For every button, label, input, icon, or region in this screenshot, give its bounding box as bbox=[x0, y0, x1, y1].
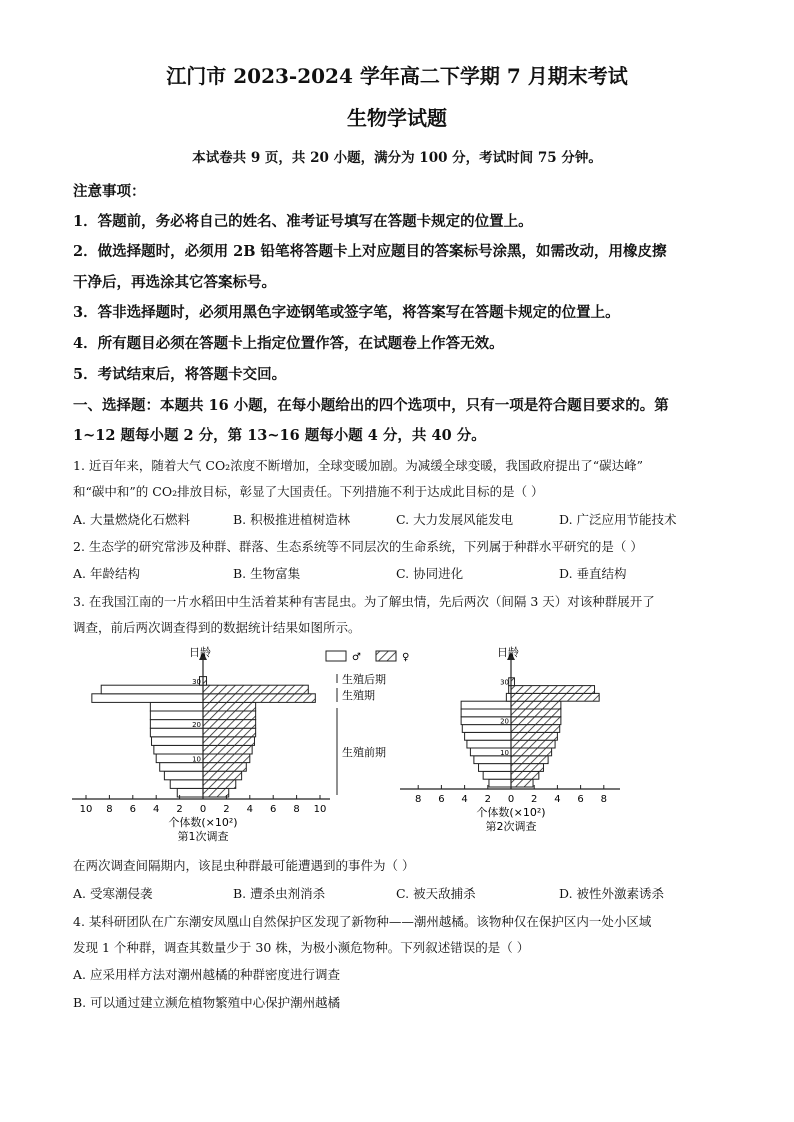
bar-female bbox=[511, 779, 533, 787]
notice-item: 4．所有题目必须在答题卡上指定位置作答，在试题卷上作答无效。 bbox=[73, 335, 504, 352]
y-axis-label: 日龄 bbox=[497, 646, 519, 659]
age-tick-label: 20 bbox=[500, 717, 509, 726]
age-tick-label: 10 bbox=[500, 748, 509, 757]
legend-male-label: ♂ bbox=[352, 652, 361, 663]
q1-option-d: D. 广泛应用节能技术 bbox=[559, 512, 677, 527]
exam-info: 本试卷共 9 页，共 20 小题，满分为 100 分，考试时间 75 分钟。 bbox=[192, 150, 602, 166]
notice-heading: 注意事项： bbox=[73, 183, 146, 200]
q2-option-c: C. 协同进化 bbox=[396, 566, 464, 581]
bar-male bbox=[462, 725, 511, 733]
q4-option-b: B. 可以通过建立濒危植物繁殖中心保护潮州越橘 bbox=[73, 995, 341, 1010]
age-pyramid-figure bbox=[0, 640, 794, 855]
bar-female bbox=[203, 745, 252, 754]
bar-female bbox=[511, 732, 557, 740]
q3-stem: 3. 在我国江南的一片水稻田中生活着某种有害昆虫。为了解虫情，先后两次（间隔 3 天）对该种群展开了 bbox=[73, 594, 655, 609]
y-axis-label: 日龄 bbox=[189, 646, 211, 659]
age-tick-label: 30 bbox=[192, 677, 201, 686]
bar-female bbox=[511, 756, 548, 764]
bar-male bbox=[177, 788, 203, 797]
q2-option-b: B. 生物富集 bbox=[233, 566, 301, 581]
exam-title: 江门市 2023-2024 学年高二下学期 7 月期末考试 bbox=[166, 64, 628, 88]
notice-item: 1．答题前，务必将自己的姓名、准考证号填写在答题卡规定的位置上。 bbox=[73, 213, 533, 230]
bar-male bbox=[150, 728, 203, 737]
pyramid-chart-2 bbox=[400, 645, 620, 833]
q3-stem: 调查，前后两次调查得到的数据统计结果如图所示。 bbox=[73, 620, 361, 635]
stage-label: 生殖后期 bbox=[342, 673, 386, 686]
bar-male bbox=[489, 779, 511, 787]
stage-label: 生殖期 bbox=[342, 689, 375, 702]
bar-male bbox=[479, 764, 511, 772]
bar-female bbox=[511, 701, 561, 709]
bar-female bbox=[203, 694, 315, 703]
notice-item: 2．做选择题时，必须用 2B 铅笔将答题卡上对应题目的答案标号涂黑，如需改动，用橡皮擦 bbox=[73, 243, 667, 260]
legend-female-swatch bbox=[376, 651, 396, 661]
bar-male bbox=[506, 693, 511, 701]
notice-item: 干净后，再选涂其它答案标号。 bbox=[73, 274, 276, 291]
q1-option-c: C. 大力发展风能发电 bbox=[396, 512, 514, 527]
bar-female bbox=[203, 685, 308, 694]
q2-stem: 2. 生态学的研究常涉及种群、群落、生态系统等不同层次的生命系统，下列属于种群水平研究的是（ ） bbox=[73, 539, 643, 554]
q1-stem: 和“碳中和”的 CO₂排放目标，彰显了大国责任。下列措施不利于达成此目标的是（ ） bbox=[73, 484, 544, 499]
bar-female bbox=[203, 771, 242, 780]
bar-female bbox=[511, 748, 552, 756]
x-tick-label: 0 bbox=[507, 794, 515, 805]
q4-option-a: A. 应采用样方法对潮州越橘的种群密度进行调查 bbox=[73, 967, 340, 982]
x-tick-label: 2 bbox=[531, 794, 538, 805]
x-tick-label: 2 bbox=[484, 794, 491, 805]
chart-caption: 第2次调查 bbox=[485, 820, 537, 833]
q3-option-c: C. 被天敌捕杀 bbox=[396, 886, 476, 901]
subject-title: 生物学试题 bbox=[347, 106, 447, 130]
section-heading: 一、选择题：本题共 16 小题，在每小题给出的四个选项中，只有一项是符合题目要求的。第 bbox=[73, 397, 669, 414]
bar-male bbox=[92, 694, 203, 703]
section-heading-cont: 1~12 题每小题 2 分，第 13~16 题每小题 4 分，共 40 分。 bbox=[73, 427, 486, 444]
bar-female bbox=[511, 709, 561, 717]
bar-female bbox=[203, 763, 246, 772]
x-tick-label: 6 bbox=[270, 804, 277, 815]
bar-male bbox=[164, 771, 203, 780]
bar-female bbox=[511, 686, 595, 694]
bar-male bbox=[101, 685, 203, 694]
bar-female bbox=[203, 728, 256, 737]
x-tick-label: 4 bbox=[153, 804, 160, 815]
q4-stem: 发现 1 个种群，调查其数量少于 30 株，为极小濒危物种。下列叙述错误的是（ ） bbox=[73, 940, 530, 955]
q3-option-d: D. 被性外激素诱杀 bbox=[559, 886, 665, 901]
bar-male bbox=[170, 780, 203, 789]
bar-male bbox=[461, 701, 511, 709]
bar-female bbox=[511, 717, 561, 725]
x-tick-label: 4 bbox=[461, 794, 468, 805]
legend-male-swatch bbox=[326, 651, 346, 661]
q1-stem: 1. 近百年来，随着大气 CO₂浓度不断增加，全球变暖加剧。为减缓全球变暖，我国政府提出了“碳达峰” bbox=[73, 458, 643, 473]
bar-male bbox=[474, 756, 511, 764]
legend-female-label: ♀ bbox=[402, 652, 410, 663]
chart-caption: 第1次调查 bbox=[177, 830, 229, 843]
x-tick-label: 8 bbox=[415, 794, 422, 805]
x-axis-title: 个体数(×10²) bbox=[168, 816, 238, 829]
bar-male bbox=[150, 702, 203, 711]
x-tick-label: 10 bbox=[79, 804, 93, 815]
x-tick-label: 8 bbox=[106, 804, 113, 815]
bar-female bbox=[511, 771, 539, 779]
q3-option-b: B. 遭杀虫剂消杀 bbox=[233, 886, 326, 901]
bar-male bbox=[461, 709, 511, 717]
bar-male bbox=[160, 763, 203, 772]
q4-stem: 4. 某科研团队在广东潮安凤凰山自然保护区发现了新物种——潮州越橘。该物种仅在保护区内一处小区域 bbox=[73, 914, 652, 929]
age-tick-label: 30 bbox=[500, 678, 509, 687]
q2-option-a: A. 年龄结构 bbox=[73, 566, 140, 581]
x-tick-label: 8 bbox=[293, 804, 300, 815]
stage-label: 生殖前期 bbox=[342, 746, 386, 759]
x-tick-label: 6 bbox=[577, 794, 584, 805]
bar-male bbox=[150, 711, 203, 720]
x-tick-label: 2 bbox=[176, 804, 183, 815]
q3-question: 在两次调查间隔期内，该昆虫种群最可能遭遇到的事件为（ ） bbox=[73, 858, 415, 873]
bar-male bbox=[154, 745, 203, 754]
bar-female bbox=[203, 711, 256, 720]
bar-female bbox=[203, 780, 236, 789]
bar-female bbox=[511, 764, 543, 772]
x-axis-title: 个体数(×10²) bbox=[476, 806, 546, 819]
bar-female bbox=[203, 737, 254, 746]
bar-male bbox=[467, 740, 511, 748]
notice-item: 3．答非选择题时，必须用黑色字迹钢笔或签字笔，将答案写在答题卡规定的位置上。 bbox=[73, 304, 620, 321]
x-tick-label: 4 bbox=[246, 804, 253, 815]
q1-option-b: B. 积极推进植树造林 bbox=[233, 512, 351, 527]
bar-female bbox=[203, 754, 250, 763]
bar-male bbox=[152, 737, 203, 746]
q3-option-a: A. 受寒潮侵袭 bbox=[73, 886, 153, 901]
x-tick-label: 0 bbox=[199, 804, 207, 815]
x-tick-label: 4 bbox=[554, 794, 561, 805]
age-tick-label: 10 bbox=[192, 755, 201, 764]
pyramid-chart-1 bbox=[72, 645, 330, 843]
age-tick-label: 20 bbox=[192, 720, 201, 729]
bar-male bbox=[483, 771, 511, 779]
bar-female bbox=[511, 725, 560, 733]
x-tick-label: 2 bbox=[223, 804, 230, 815]
bar-female bbox=[203, 788, 229, 797]
bar-male bbox=[465, 732, 511, 740]
x-tick-label: 6 bbox=[438, 794, 445, 805]
x-tick-label: 8 bbox=[600, 794, 607, 805]
q2-option-d: D. 垂直结构 bbox=[559, 566, 627, 581]
bar-female bbox=[203, 720, 256, 729]
bar-female bbox=[511, 740, 555, 748]
notice-item: 5．考试结束后，将答题卡交回。 bbox=[73, 366, 287, 383]
q1-option-a: A. 大量燃烧化石燃料 bbox=[73, 512, 190, 527]
bar-female bbox=[203, 702, 256, 711]
x-tick-label: 10 bbox=[313, 804, 327, 815]
bar-female bbox=[511, 693, 599, 701]
x-tick-label: 6 bbox=[129, 804, 136, 815]
